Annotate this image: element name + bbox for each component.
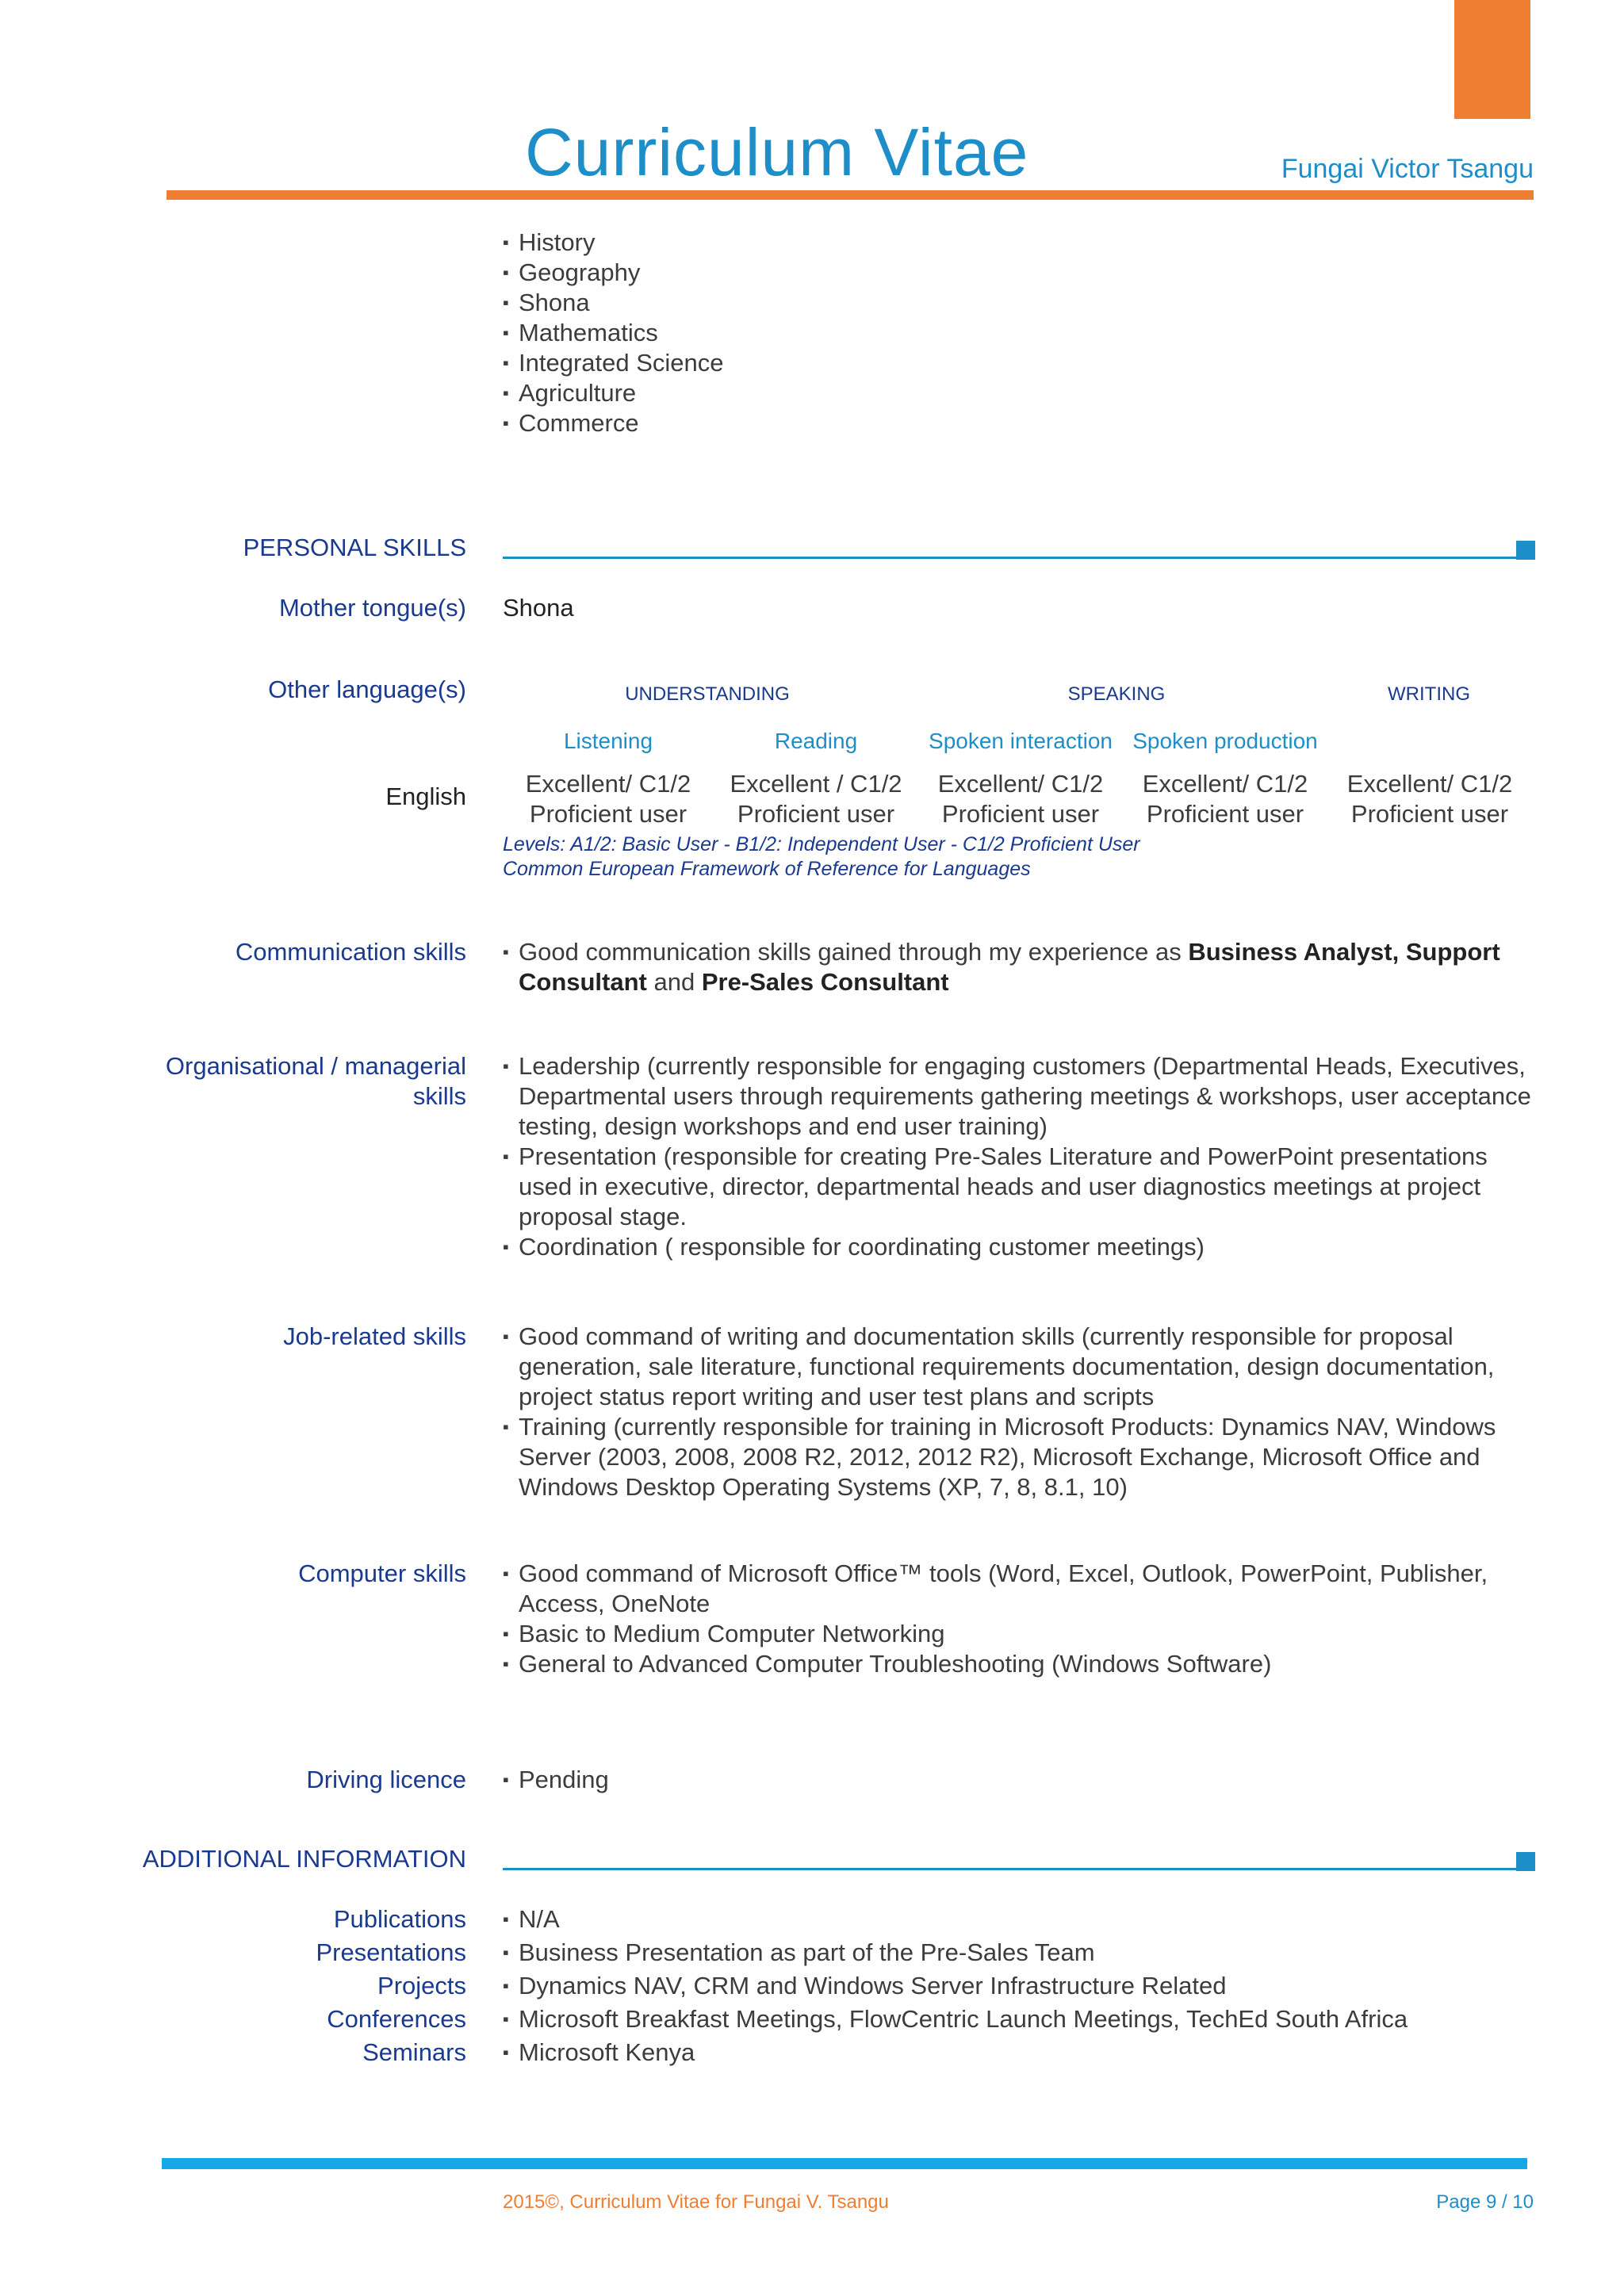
text-run: , [1392, 938, 1406, 966]
level-desc: Proficient user [1146, 800, 1304, 828]
organisational-section [503, 1051, 1538, 1262]
section-marker [1516, 1852, 1535, 1871]
projects-label: Projects [377, 1972, 466, 1999]
job-related-label: Job-related skills [283, 1322, 466, 1350]
list-item: ▪ Pending [503, 1765, 1538, 1795]
reading-level [714, 769, 918, 829]
job-related-list [503, 1322, 1538, 1502]
list-item: ▪ Agriculture [503, 378, 1538, 408]
additional-labels [316, 1904, 466, 2068]
understanding-header: UNDERSTANDING [625, 683, 790, 705]
framework-note: Common European Framework of Reference for Languages [503, 858, 1031, 880]
conferences-label: Conferences [327, 2005, 466, 2033]
level-grade: Excellent / C1/2 [730, 770, 902, 798]
speaking-header: SPEAKING [1067, 683, 1166, 705]
listening-subheader: Listening [563, 729, 653, 753]
page-title: Curriculum Vitae [525, 115, 1029, 189]
list-item: ▪ N/A [503, 1904, 1538, 1934]
driving-section [503, 1765, 1538, 1795]
list-item: ▪ Microsoft Breakfast Meetings, FlowCentric Launch Meetings, TechEd South Africa [503, 2004, 1538, 2034]
section-marker [1516, 541, 1535, 560]
list-item: ▪ Coordination ( responsible for coordinating customer meetings) [503, 1232, 1538, 1262]
section-divider [503, 557, 1516, 559]
list-item: ▪ Microsoft Kenya [503, 2038, 1538, 2068]
page-number: Page 9 / 10 [1436, 2191, 1534, 2213]
text-run: Good communication skills gained through my experience as [519, 938, 1189, 966]
additional-heading: ADDITIONAL INFORMATION [142, 1845, 466, 1873]
list-item: ▪ Good command of Microsoft Office™ tools (Word, Excel, Outlook, PowerPoint, Publisher, Access, OneNote [503, 1559, 1538, 1619]
listening-level [506, 769, 710, 829]
communication-label: Communication skills [235, 938, 466, 966]
list-item: ▪ Shona [503, 288, 1538, 318]
other-languages-label: Other language(s) [268, 675, 466, 703]
list-item: ▪ Commerce [503, 408, 1538, 438]
subjects-section [503, 228, 1538, 438]
header-orange-block [1454, 0, 1530, 119]
driving-label: Driving licence [306, 1766, 466, 1793]
mother-tongue-value: Shona [503, 594, 574, 622]
text-run: and [646, 968, 702, 996]
organisational-list [503, 1051, 1538, 1262]
list-item: ▪ Business Presentation as part of the Pre-Sales Team [503, 1938, 1538, 1968]
writing-level [1327, 769, 1532, 829]
seminars-label: Seminars [362, 2038, 466, 2066]
spoken-interaction-subheader: Spoken interaction [929, 729, 1113, 753]
list-item: ▪ Leadership (currently responsible for engaging customers (Departmental Heads, Executives, Departmental users through requirements gathering meetings & workshops, user acceptance testing, design workshops and end user training) [503, 1051, 1538, 1142]
computer-label: Computer skills [298, 1559, 466, 1587]
list-item [503, 937, 1538, 997]
subjects-list [503, 228, 1538, 438]
writing-header: WRITING [1388, 683, 1470, 705]
footer-copyright: 2015©, Curriculum Vitae for Fungai V. Tsangu [503, 2191, 889, 2213]
reading-subheader: Reading [774, 729, 858, 753]
mother-tongue-label: Mother tongue(s) [278, 594, 466, 622]
level-grade: Excellent/ C1/2 [937, 770, 1104, 798]
list-item: ▪ Geography [503, 258, 1538, 288]
list-item: ▪ Dynamics NAV, CRM and Windows Server Infrastructure Related [503, 1971, 1538, 2001]
organisational-label [166, 1051, 466, 1112]
list-item: ▪ Mathematics [503, 318, 1538, 348]
job-related-section [503, 1322, 1538, 1502]
list-item: ▪ History [503, 228, 1538, 258]
publications-label: Publications [333, 1905, 466, 1933]
additional-list [503, 1904, 1538, 2068]
personal-skills-heading: PERSONAL SKILLS [243, 534, 466, 561]
driving-list [503, 1765, 1538, 1795]
level-desc: Proficient user [1350, 800, 1509, 828]
levels-note: Levels: A1/2: Basic User - B1/2: Independent User - C1/2 Proficient User [503, 833, 1140, 855]
level-desc: Proficient user [737, 800, 895, 828]
bold-role: Support Consultant [519, 938, 1500, 996]
computer-list [503, 1559, 1538, 1679]
level-desc: Proficient user [941, 800, 1100, 828]
computer-section [503, 1559, 1538, 1679]
level-grade: Excellent/ C1/2 [1346, 770, 1513, 798]
level-grade: Excellent/ C1/2 [1142, 770, 1308, 798]
language-name: English [385, 783, 466, 810]
spoken-production-subheader: Spoken production [1132, 729, 1318, 753]
level-grade: Excellent/ C1/2 [525, 770, 691, 798]
bold-role: Pre-Sales Consultant [701, 968, 949, 996]
list-item: ▪ Presentation (responsible for creating Pre-Sales Literature and PowerPoint presentations used in executive, director, departmental heads and user diagnostics meetings at project proposal stage. [503, 1142, 1538, 1232]
list-item: ▪ Integrated Science [503, 348, 1538, 378]
level-desc: Proficient user [529, 800, 688, 828]
communication-list [503, 937, 1538, 997]
bold-role: Business Analyst [1188, 938, 1392, 966]
section-divider [503, 1868, 1516, 1870]
list-item: ▪ Good command of writing and documentation skills (currently responsible for proposal generation, sale literature, functional requirements documentation, design documentation, project status report writing and user test plans and scripts [503, 1322, 1538, 1412]
list-item: ▪ General to Advanced Computer Troubleshooting (Windows Software) [503, 1649, 1538, 1679]
spoken-production-level [1123, 769, 1327, 829]
list-item: ▪ Training (currently responsible for training in Microsoft Products: Dynamics NAV, Windows Server (2003, 2008, 2008 R2, 2012, 2012 R2), Microsoft Exchange, Microsoft Office and Windows Desktop Operating Systems (XP, 7, 8, 8.1, 10) [503, 1412, 1538, 1502]
presentations-label: Presentations [316, 1938, 466, 1966]
communication-section [503, 937, 1538, 997]
additional-section [503, 1904, 1538, 2068]
list-item: ▪ Basic to Medium Computer Networking [503, 1619, 1538, 1649]
label-line: skills [412, 1082, 466, 1110]
title-rule [167, 190, 1534, 200]
label-line: Organisational / managerial [165, 1052, 466, 1080]
footer-bar [162, 2158, 1527, 2169]
candidate-name: Fungai Victor Tsangu [1281, 154, 1534, 184]
spoken-interaction-level [918, 769, 1123, 829]
